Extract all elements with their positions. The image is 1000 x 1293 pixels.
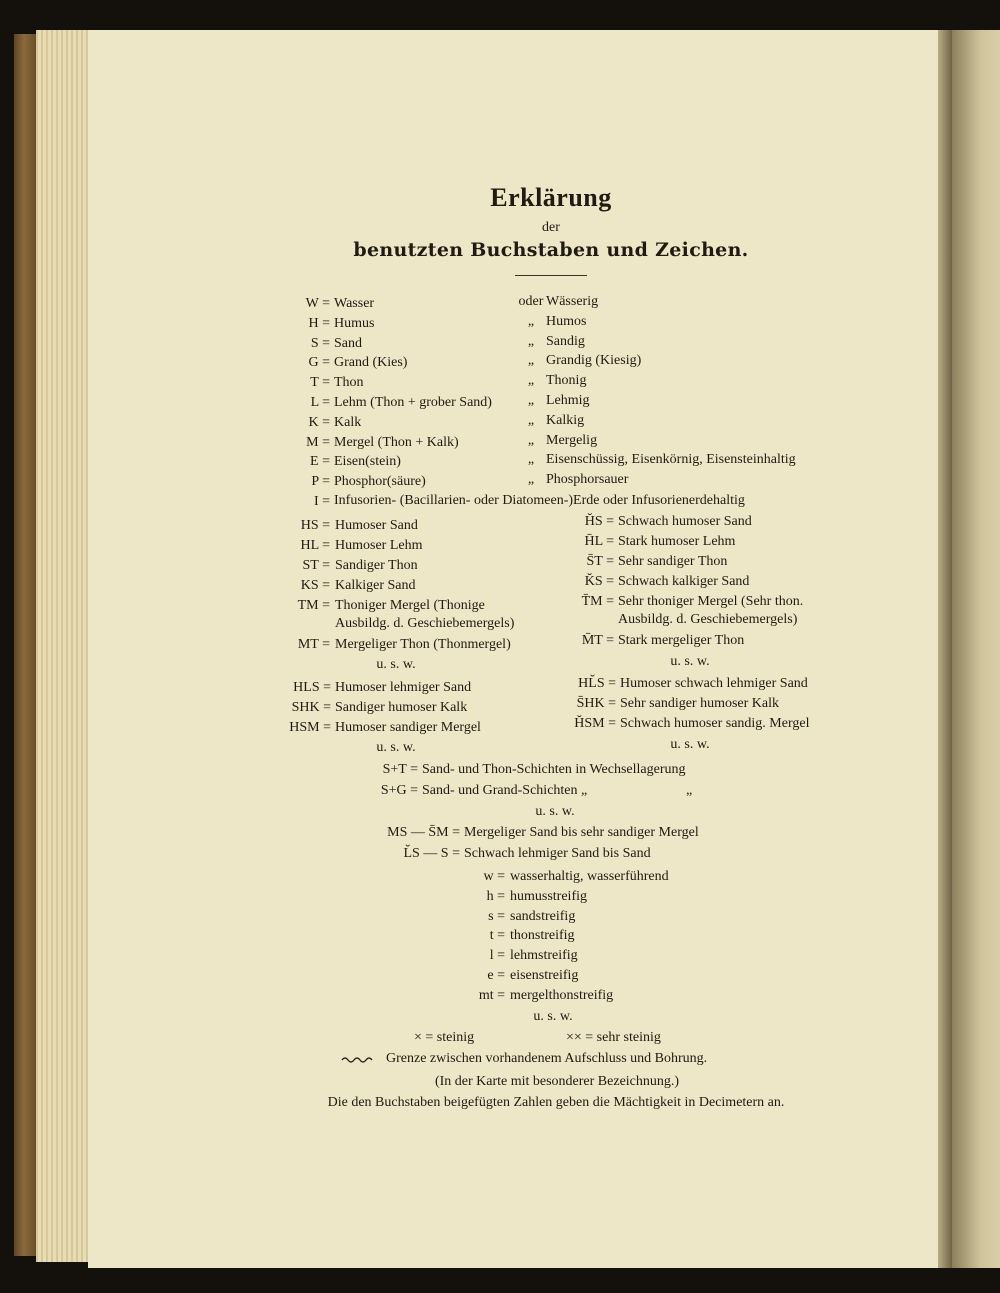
symbol-adjective: Phosphorsauer <box>546 472 629 488</box>
symbol-adjective: Humos <box>546 313 587 329</box>
symbol-adjective: Wässerig <box>546 294 599 309</box>
combo-right-code: T̄M = <box>581 594 614 609</box>
next-page-edge <box>952 30 1000 1268</box>
page-title: Erklärung <box>490 183 612 212</box>
symbol-sep: „ <box>527 432 535 448</box>
streak-text: thonstreifig <box>510 928 575 944</box>
streak-text: lehmstreifig <box>510 948 578 964</box>
combo-right-code: H̆S = <box>584 514 614 529</box>
symbol-code: W = <box>305 296 330 311</box>
symbol-adjective: Eisenschüssig, Eisenkörnig, Eisensteinhaltig <box>546 452 796 468</box>
layer-code: S+G = <box>380 783 418 798</box>
combo-right-text: Sehr sandiger Thon <box>618 554 728 569</box>
symbol-name: Grand (Kies) <box>334 355 408 371</box>
symbol-adjective: Thonig <box>546 373 587 389</box>
triple-left-text: Sandiger humoser Kalk <box>335 700 468 715</box>
combo-left-code: ST = <box>302 558 330 573</box>
triple-left-code: HSM = <box>289 720 331 735</box>
combo-left-code: MT = <box>297 637 330 652</box>
streak-text: humusstreifig <box>510 888 587 904</box>
symbol-sep: „ <box>527 373 535 389</box>
symbol-adjective: Mergelig <box>546 432 598 448</box>
triple-left-code: SHK = <box>291 700 331 715</box>
symbol-sep: oder <box>518 294 544 309</box>
symbol-sep: „ <box>527 353 535 369</box>
streak-text: wasserhaltig, wasserführend <box>510 869 669 884</box>
symbol-code: S = <box>310 335 330 351</box>
combo-right-text: Sehr thoniger Mergel (Sehr thon. <box>618 594 804 609</box>
map-note: (In der Karte mit besonderer Bezeichnung.) <box>434 1074 680 1089</box>
page-heading: benutzten Buchstaben und Zeichen. <box>353 239 749 261</box>
streak-text: eisenstreifig <box>510 968 579 983</box>
symbol-sep: „ <box>527 393 535 408</box>
symbol-code: E = <box>310 454 330 470</box>
symbol-code: H = <box>308 315 330 331</box>
symbol-code: T = <box>310 375 330 391</box>
triple-right-code: S̄HK = <box>576 696 616 711</box>
combo-left-text: Mergeliger Thon (Thonmergel) <box>335 637 511 652</box>
combo-left-text: Sandiger Thon <box>335 558 418 573</box>
stony-symbol: × = steinig <box>414 1030 475 1045</box>
symbol-adjective: Sandig <box>546 333 585 349</box>
triple-right-code: HL̆S = <box>578 676 616 691</box>
symbol-name: Sand <box>334 335 362 351</box>
symbol-name: Lehm (Thon + grober Sand) <box>334 395 492 410</box>
symbol-name: Phosphor(säure) <box>334 474 426 490</box>
triple-left-code: HLS = <box>293 680 331 695</box>
triple-right-code: H̆SM = <box>574 716 616 731</box>
symbol-code: M = <box>306 434 330 450</box>
triple-right-text: Schwach humoser sandig. Mergel <box>620 716 810 731</box>
page-subtitle: der <box>542 220 560 235</box>
range-code: L̆S — S = <box>403 846 460 861</box>
symbol-name: Humus <box>334 315 375 331</box>
symbol-sep: „ <box>527 452 535 468</box>
streak-code: e = <box>487 968 505 983</box>
book-spine <box>14 34 36 1256</box>
combo-right-text: Ausbildg. d. Geschiebemergels) <box>618 612 798 627</box>
combo-left-text: Humoser Lehm <box>335 538 423 553</box>
boundary-text: Grenze zwischen vorhandenem Aufschluss und Bohrung. <box>386 1051 708 1066</box>
layer-text: Sand- und Grand-Schichten „ <box>422 783 588 798</box>
symbol-code: P = <box>311 474 330 490</box>
combo-left-text: Humoser Sand <box>335 518 418 533</box>
very-stony-symbol: ×× = sehr steinig <box>566 1030 661 1045</box>
combo-left-code: TM = <box>297 598 330 613</box>
combo-left-code: HL = <box>300 538 330 553</box>
usw-right-1: u. s. w. <box>670 654 710 669</box>
triple-right-text: Sehr sandiger humoser Kalk <box>620 696 780 711</box>
streak-code: l = <box>489 948 505 964</box>
infusorien-text: Infusorien- (Bacillarien- oder Diatomeen-)Erde oder Infusorienerdehaltig <box>334 493 745 508</box>
streak-code: mt = <box>478 987 505 1003</box>
layer-text: Sand- und Thon-Schichten in Wechsellagerung <box>422 762 686 777</box>
symbol-adjective: Lehmig <box>546 393 590 408</box>
final-note: Die den Buchstaben beigefügten Zahlen geben die Mächtigkeit in Decimetern an. <box>327 1095 785 1110</box>
symbol-name: Wasser <box>334 296 375 311</box>
combo-left-code: HS = <box>300 518 330 533</box>
symbol-code: K = <box>308 414 330 430</box>
symbol-code: G = <box>308 355 330 371</box>
combo-right-text: Schwach kalkiger Sand <box>618 574 750 589</box>
triple-right-text: Humoser schwach lehmiger Sand <box>620 676 808 691</box>
symbol-name: Thon <box>334 375 364 391</box>
usw-left-2: u. s. w. <box>376 740 416 755</box>
symbol-code: L = <box>310 395 330 410</box>
wavy-boundary-icon <box>341 1055 377 1065</box>
combo-right-code: S̄T = <box>586 554 614 569</box>
title-rule <box>515 275 587 276</box>
combo-right-code: H̄L = <box>584 534 614 549</box>
layer-ditto: „ <box>686 783 693 798</box>
streak-code: w = <box>483 869 505 884</box>
streak-code: s = <box>488 908 505 924</box>
symbol-name: Kalk <box>334 414 362 430</box>
range-code: MS — S̄M = <box>387 825 460 840</box>
page-stack-edge <box>36 30 88 1262</box>
triple-left-text: Humoser sandiger Mergel <box>335 720 481 735</box>
symbol-adjective: Grandig (Kiesig) <box>546 353 642 369</box>
streak-text: sandstreifig <box>510 908 576 924</box>
streak-code: h = <box>486 888 505 904</box>
symbol-sep: „ <box>527 333 535 349</box>
combo-right-text: Stark mergeliger Thon <box>618 633 745 648</box>
combo-right-text: Schwach humoser Sand <box>618 514 752 529</box>
combo-right-code: K̆S = <box>584 574 614 589</box>
usw-streak: u. s. w. <box>533 1009 573 1024</box>
usw-left-1: u. s. w. <box>376 657 416 672</box>
streak-text: mergelthonstreifig <box>510 987 614 1003</box>
page-gutter <box>938 30 952 1268</box>
symbol-adjective: Kalkig <box>546 412 585 428</box>
symbol-sep: „ <box>527 472 535 488</box>
layer-code: S+T = <box>382 762 418 777</box>
symbol-name: Eisen(stein) <box>334 454 401 470</box>
range-text: Schwach lehmiger Sand bis Sand <box>464 846 651 861</box>
combo-left-text: Kalkiger Sand <box>335 578 416 593</box>
range-text: Mergeliger Sand bis sehr sandiger Mergel <box>464 825 699 840</box>
combo-left-code: KS = <box>300 578 330 593</box>
symbol-sep: „ <box>527 313 535 329</box>
symbol-name: Mergel (Thon + Kalk) <box>334 434 459 450</box>
combo-right-text: Stark humoser Lehm <box>618 534 736 549</box>
combo-left-text: Ausbildg. d. Geschiebemergels) <box>335 616 515 631</box>
symbol-sep: „ <box>527 412 535 428</box>
infusorien-code: I = <box>313 494 330 509</box>
triple-left-text: Humoser lehmiger Sand <box>335 680 472 695</box>
usw-right-2: u. s. w. <box>670 737 710 752</box>
combo-left-text: Thoniger Mergel (Thonige <box>335 598 485 613</box>
combo-right-code: M̄T = <box>581 633 614 648</box>
streak-code: t = <box>489 928 505 944</box>
usw-layers: u. s. w. <box>535 804 575 819</box>
